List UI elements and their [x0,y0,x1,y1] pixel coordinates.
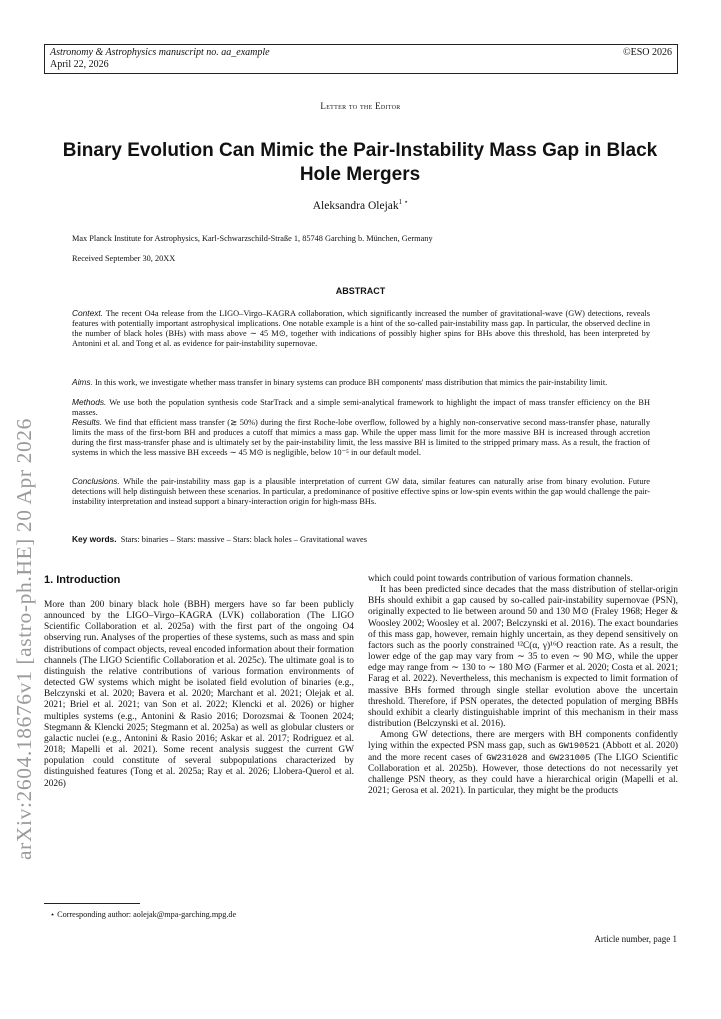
conclusions-label: Conclusions. [72,476,120,486]
aims-text: In this work, we investigate whether mass transfer in binary systems can produce BH components' mass distribution that mimics the pair-instability limit. [94,378,608,387]
para3-text-a: Among GW detections, there are mergers with BH components confidently lying within the expected PSN mass gap, such as [368,730,678,752]
footnote: ⋆ Corresponding author: aolejak@mpa-garching.mpg.de [50,910,237,919]
author-marks: 1 ⋆ [398,198,409,206]
affiliation: Max Planck Institute for Astrophysics, Karl-Schwarzschild-Straße 1, 85748 Garching b. München, Germany [72,234,433,243]
left-column [44,600,354,790]
section-type: Letter to the Editor [320,101,401,111]
arxiv-stamp: arXiv:2604.18676v1 [astro-ph.HE] 20 Apr 2026 [12,417,36,860]
section-heading: 1. Introduction [44,574,121,586]
event-gw190521: GW190521 [558,741,600,752]
received-date: Received September 30, 20XX [72,254,176,263]
event-gw231028: GW231028 [486,752,528,763]
para3-text-c: (The LIGO Scientific Collaboration et al. 2025b). However, those detections do not necessarily yet challenge PSN theory, as they could have a hierarchical origin (Mapelli et al. 2021; Gerosa et al. 2021). In particular, they might be the products [368,752,679,796]
right-column [368,574,678,797]
intro-paragraph-2: It has been predicted since decades that the mass distribution of stellar-origin BHs should exhibit a gap caused by so-called pair-instability supernovae (PSN), originally expected to lie between around 50 and 130 M⊙ (Fraley 1968; Heger & Woosley 2002; Woosley et al. 2007; Belczynski et al. 2016). The exact boundaries of this mass gap, however, remain highly uncertain, as they depend sensitively on factors such as the poorly constrained ¹²C(α, γ)¹⁶O reaction rate. As a result, the lower edge of the gap may vary from ∼ 35 to even ∼ 90 M⊙, while the upper edge may range from ∼ 130 to ∼ 180 M⊙ (Farmer et al. 2020; Costa et al. 2021; Farag et al. 2022). Nevertheless, this mechanism is expected to limit formation of massive BHs formed through single stellar evolution above the uncertain threshold. Therefore, if PSN operates, the detected population of merging BBHs should exhibit a clearly distinguishable imprint of this mechanism in their mass distribution (Belczynski et al. 2016). [368,585,678,730]
keywords-label: Key words. [72,534,117,544]
author-name: Aleksandra Olejak [312,199,399,212]
results-label: Results. [72,417,103,427]
event-gw231005: GW231005 [548,752,591,763]
methods-label: Methods. [72,397,107,407]
abstract-conclusions [72,477,650,507]
abstract-context [72,309,650,349]
paper-title: Binary Evolution Can Mimic the Pair-Instability Mass Gap in Black Hole Mergers [62,140,658,185]
context-label: Context. [72,308,104,318]
intro-paragraph-3 [368,730,678,797]
methods-text: We use both the population synthesis code StarTrack and a simple semi-analytical framework to highlight the impact of mass transfer efficiency on the BH masses. [72,398,650,417]
intro-continuation: which could point towards contribution of various formation channels. [368,574,633,584]
date-line: April 22, 2026 [50,59,109,70]
journal-line: Astronomy & Astrophysics manuscript no. aa_example [50,47,270,58]
copyright: ©ESO 2026 [623,47,672,58]
abstract-heading: ABSTRACT [335,286,386,296]
keywords [72,534,662,544]
abstract-results [72,418,650,458]
conclusions-text: While the pair-instability mass gap is a plausible interpretation of current GW data, similar features can naturally arise from binary evolution. Future detections will help distinguish between these scenarios. In particular, a predominance of positive effective spins or low-spin events within the gap would challenge the pair-instability interpretation and instead support a binary-interaction origin for high-mass BHs. [72,477,651,506]
intro-paragraph-1: More than 200 binary black hole (BBH) mergers have so far been publicly announced by the LIGO–Virgo–KAGRA (LVK) collaboration (The LIGO Scientific Collaboration et al. 2025a) with the first part of the ongoing O4 observing run. Analyses of the properties of these systems, such as mass and spin distributions of compact objects, reveal encoded information about their formation channels (The LIGO Scientific Collaboration et al. 2025c). The ultimate goal is to distinguish the relative contributions of various formation environments of detected GW systems which might be isolated field evolution of binaries (e.g., Belczynski et al. 2020; Bavera et al. 2020; Marchant et al. 2021; Olejak et al. 2021; Briel et al. 2021; van Son et al. 2022; Klencki et al. 2026) or higher multiples systems (e.g., Antonini & Rasio 2016; Dorozsmai & Toonen 2024; Stegmann & Klencki 2025; Stegmann et al. 2025a) as well as globular clusters or galactic nuclei (e.g., Antonini & Rasio 2016; Askar et al. 2017; Rodriguez et al. 2018; Mapelli et al. 2021). Some recent analysis suggest the current GW population could constitute of several subpopulations characterized by distinguished features (Tong et al. 2025a; Ray et al. 2026; Llobera-Querol et al. 2026) [44,600,354,789]
para3-and: and [531,752,546,763]
abstract-methods [72,398,650,418]
author-line [0,198,721,212]
results-text: We find that efficient mass transfer (≳ 50%) during the first Roche-lobe overflow, followed by a highly non-conservative second mass-transfer phase, naturally limits the mass of the first-born BH and produces a cutoff that mimics a mass gap. While the upper mass limit for the more massive BH is increased through accretion during the first mass-transfer phase and is ultimately set by the pair-instability limit, the less massive BH is limited to the stripped primary mass. As a result, the fraction of systems in which the less massive BH exceeds ∼ 45 M⊙ is negligible, below 10⁻⁵ in our default model. [72,418,650,457]
context-text: The recent O4a release from the LIGO–Virgo–KAGRA collaboration, which significantly increased the number of gravitational-wave (GW) detections, reveals features with potentially important astrophysical implications. One notable example is a hint of the so-called pair-instability mass gap. In particular, the observed decline in the number of black holes (BHs) with mass above ∼ 45 M⊙, together with indications of possibly higher spins for BHs above this threshold, has been interpreted by Antonini et al. and Tong et al. as evidence for pair-instability supernovae. [72,309,650,348]
footnote-rule [44,903,140,904]
abstract-aims [72,378,650,388]
aims-label: Aims. [72,377,93,387]
para3-text-b: (Abbott et al. 2020) and the more recent cases of [368,741,679,763]
keywords-text: Stars: binaries – Stars: massive – Stars: black holes – Gravitational waves [120,535,368,544]
page-number: Article number, page 1 [594,934,677,944]
